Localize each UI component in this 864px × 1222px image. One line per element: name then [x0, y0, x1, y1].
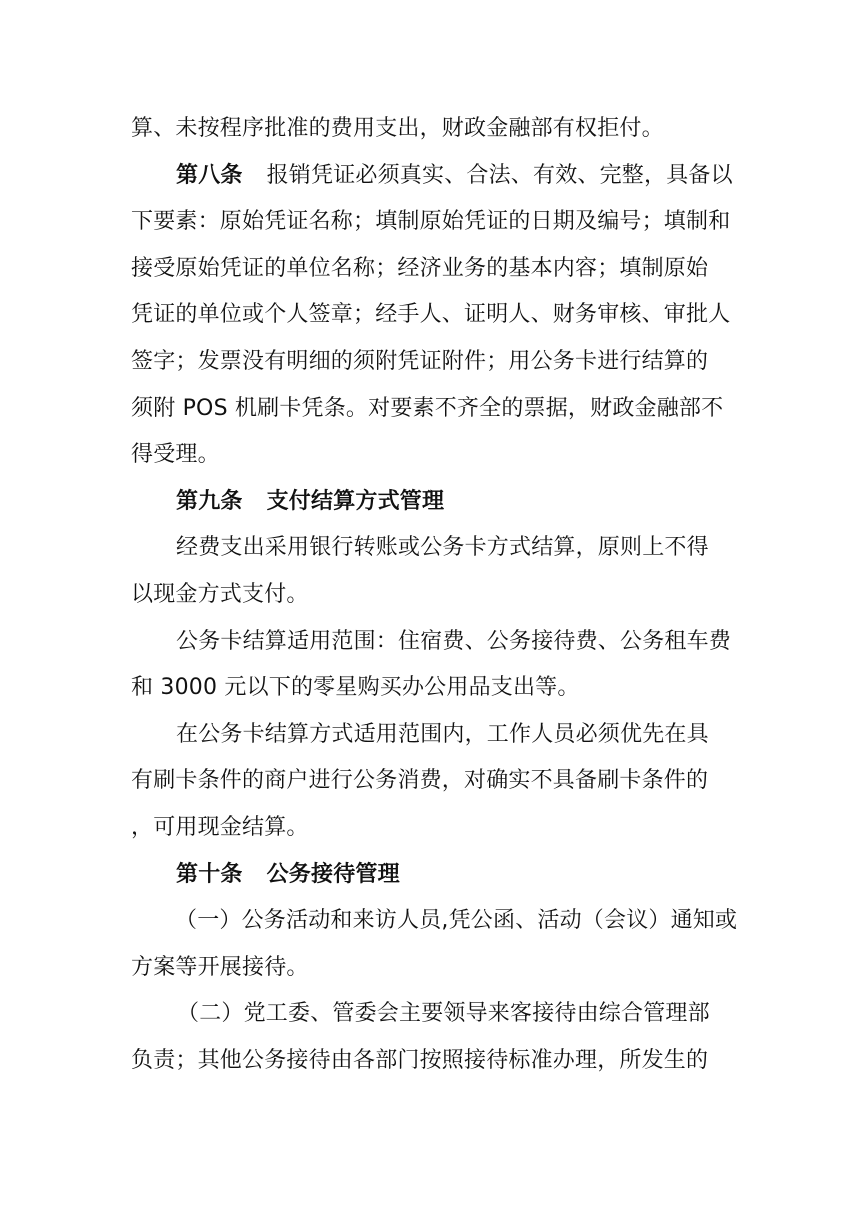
text-line-15: 有刷卡条件的商户进行公务消费，对确实不具备刷卡条件的 [131, 768, 709, 794]
text-line-8: 得受理。 [131, 442, 220, 468]
article-9-title: 支付结算方式管理 [266, 488, 445, 514]
article-10-title: 公务接待管理 [266, 861, 400, 887]
text-line-13: 和 3000 元以下的零星购买办公用品支出等。 [131, 675, 580, 701]
article-9-heading [131, 479, 735, 526]
text-line-18: （一）公务活动和来访人员,凭公函、活动（会议）通知或 [175, 908, 738, 934]
text-line-11: 以现金方式支付。 [131, 581, 309, 607]
article-9-label: 第九条 [176, 488, 243, 514]
document-page [131, 106, 738, 1084]
text-line-3: 下要素：原始凭证名称；填制原始凭证的日期及编号；填制和 [131, 209, 731, 235]
text-line-16: ，可用现金结算。 [131, 814, 309, 840]
text-line-21: 负责；其他公务接待由各部门按照接待标准办理，所发生的 [131, 1047, 709, 1073]
article-8-label: 第八条 [176, 162, 243, 188]
text-line-10: 经费支出采用银行转账或公务卡方式结算，原则上不得 [176, 535, 709, 561]
article-10-heading [131, 852, 735, 899]
text-line-1: 算、未按程序批准的费用支出，财政金融部有权拒付。 [131, 116, 664, 141]
text-line-4: 接受原始凭证的单位名称；经济业务的基本内容；填制原始 [131, 255, 709, 281]
article-8-text: 报销凭证必须真实、合法、有效、完整，具备以 [266, 162, 733, 188]
text-line-7: 须附 POS 机刷卡凭条。对要素不齐全的票据，财政金融部不 [131, 395, 724, 421]
text-line-5: 凭证的单位或个人签章；经手人、证明人、财务审核、审批人 [131, 302, 731, 328]
article-8-line [131, 153, 735, 200]
text-line-12: 公务卡结算适用范围：住宿费、公务接待费、公务租车费 [176, 628, 732, 654]
text-line-20: （二）党工委、管委会主要领导来客接待由综合管理部 [177, 1001, 710, 1027]
text-line-6: 签字；发票没有明细的须附凭证附件；用公务卡进行结算的 [131, 348, 709, 374]
text-line-14: 在公务卡结算方式适用范围内，工作人员必须优先在具 [176, 721, 709, 747]
article-10-label: 第十条 [176, 861, 243, 887]
text-line-19: 方案等开展接待。 [131, 954, 309, 980]
